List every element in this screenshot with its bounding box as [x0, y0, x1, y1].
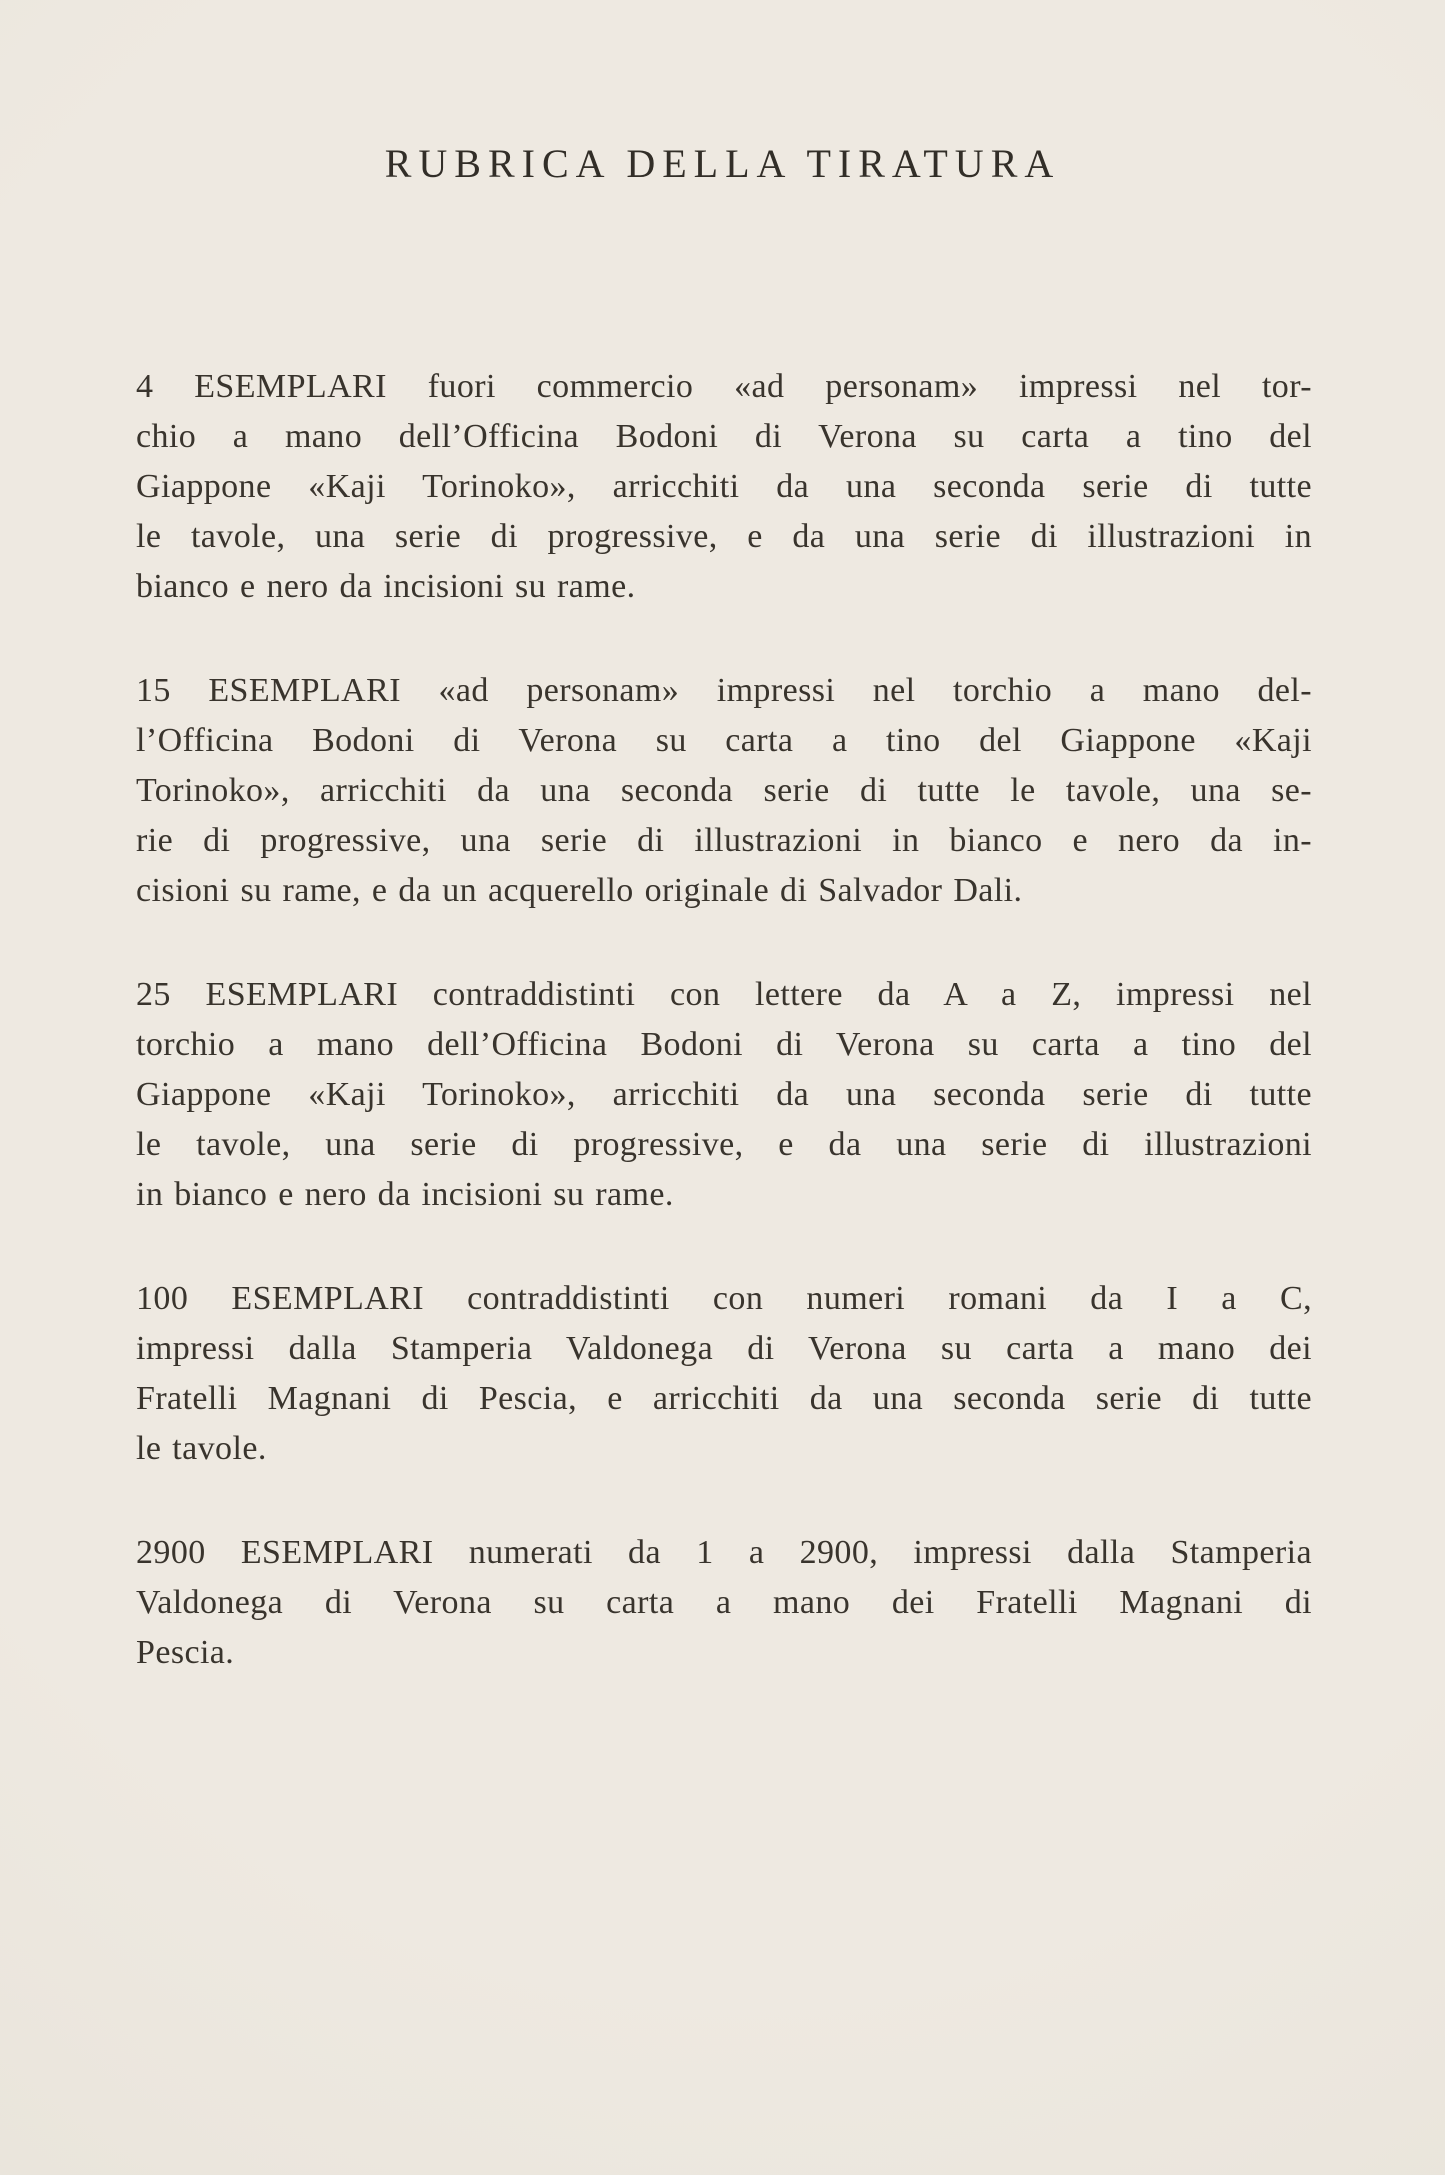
text-line: 25 ESEMPLARI contraddistinti con lettere da A a Z, impressi nel	[136, 976, 1312, 1013]
paragraph-100-esemplari	[136, 1274, 1312, 1474]
text-line: le tavole, una serie di progressive, e da una serie di illustrazioni	[136, 1126, 1312, 1163]
text-line: torchio a mano dell’Officina Bodoni di Verona su carta a tino del	[136, 1026, 1312, 1063]
text-line: Fratelli Magnani di Pescia, e arricchiti da una seconda serie di tutte	[136, 1380, 1312, 1417]
text-line: l’Officina Bodoni di Verona su carta a tino del Giappone «Kaji	[136, 722, 1312, 759]
paragraph-2900-esemplari	[136, 1528, 1312, 1678]
text-line: 4 ESEMPLARI fuori commercio «ad personam» impressi nel tor-	[136, 368, 1312, 405]
paragraph-25-esemplari	[136, 970, 1312, 1220]
text-line: rie di progressive, una serie di illustrazioni in bianco e nero da in-	[136, 822, 1312, 859]
text-line: in bianco e nero da incisioni su rame.	[136, 1176, 674, 1213]
paragraph-4-esemplari	[136, 362, 1312, 612]
text-line: 15 ESEMPLARI «ad personam» impressi nel torchio a mano del-	[136, 672, 1312, 709]
text-line: Giappone «Kaji Torinoko», arricchiti da una seconda serie di tutte	[136, 468, 1312, 505]
text-line: chio a mano dell’Officina Bodoni di Verona su carta a tino del	[136, 418, 1312, 455]
text-line: le tavole, una serie di progressive, e da una serie di illustrazioni in	[136, 518, 1312, 555]
text-line: Giappone «Kaji Torinoko», arricchiti da una seconda serie di tutte	[136, 1076, 1312, 1113]
text-line: Pescia.	[136, 1634, 235, 1671]
text-line: impressi dalla Stamperia Valdonega di Verona su carta a mano dei	[136, 1330, 1312, 1367]
text-line: le tavole.	[136, 1430, 267, 1467]
text-line: 100 ESEMPLARI contraddistinti con numeri romani da I a C,	[136, 1280, 1312, 1317]
text-block	[136, 362, 1312, 1732]
text-line: 2900 ESEMPLARI numerati da 1 a 2900, impressi dalla Stamperia	[136, 1534, 1312, 1571]
text-line: Valdonega di Verona su carta a mano dei Fratelli Magnani di	[136, 1584, 1312, 1621]
text-line: bianco e nero da incisioni su rame.	[136, 568, 636, 605]
page-title: RUBRICA DELLA TIRATURA	[384, 141, 1061, 186]
paragraph-15-esemplari	[136, 666, 1312, 916]
text-line: cisioni su rame, e da un acquerello originale di Salvador Dali.	[136, 872, 1023, 909]
text-line: Torinoko», arricchiti da una seconda serie di tutte le tavole, una se-	[136, 772, 1312, 809]
